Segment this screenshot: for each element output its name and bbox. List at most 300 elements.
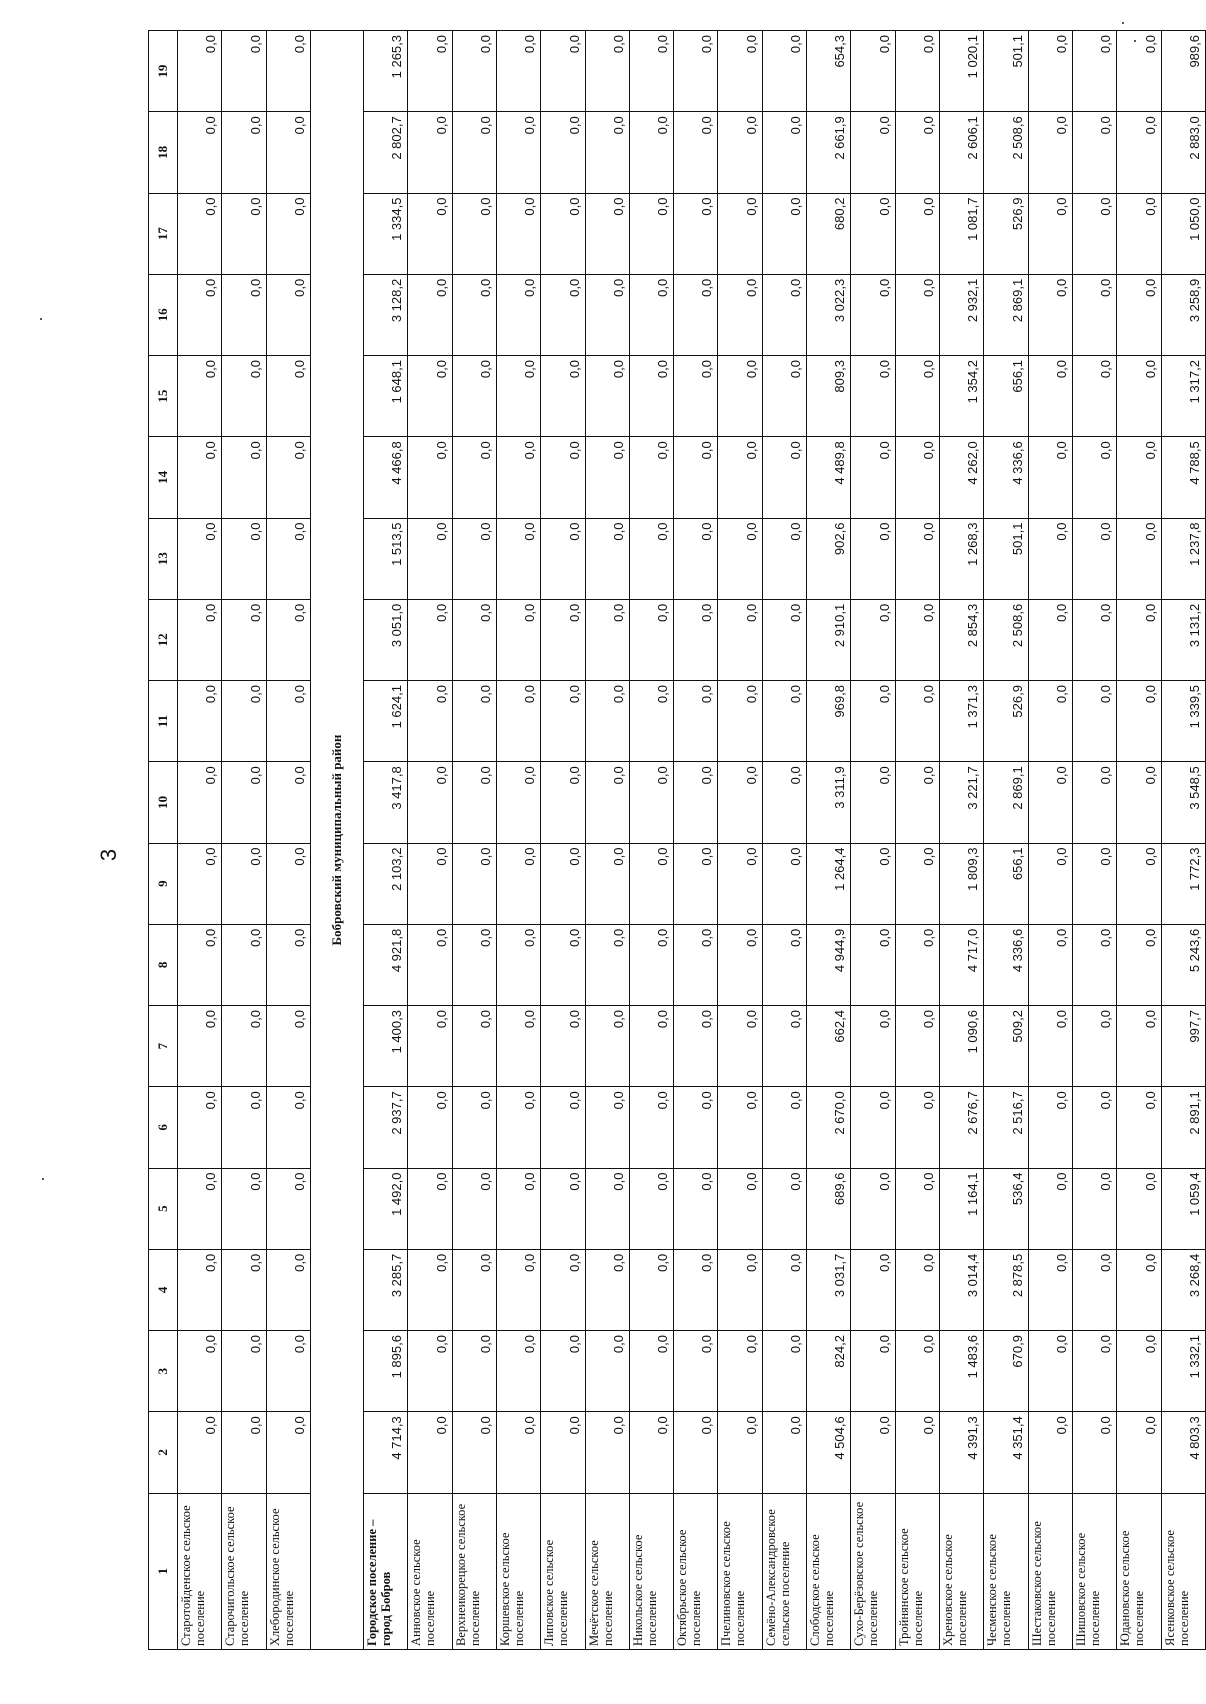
value-cell: 0,0	[266, 924, 310, 1005]
value-cell: 0,0	[178, 1331, 222, 1412]
value-cell: 0,0	[496, 924, 540, 1005]
value-cell: 0,0	[585, 1412, 629, 1493]
value-cell: 536,4	[984, 1168, 1028, 1249]
value-cell: 1 492,0	[363, 1168, 407, 1249]
value-cell: 2 670,0	[807, 1087, 851, 1168]
value-cell: 0,0	[585, 356, 629, 437]
value-cell: 0,0	[718, 356, 762, 437]
column-number: 7	[149, 1006, 178, 1087]
value-cell: 0,0	[585, 437, 629, 518]
value-cell: 509,2	[984, 1006, 1028, 1087]
value-cell: 0,0	[178, 31, 222, 112]
column-number: 19	[149, 31, 178, 112]
value-cell: 0,0	[762, 31, 806, 112]
value-cell: 0,0	[1072, 112, 1116, 193]
value-cell: 0,0	[408, 681, 452, 762]
value-cell: 0,0	[1072, 762, 1116, 843]
value-cell: 0,0	[629, 31, 673, 112]
value-cell: 0,0	[1117, 356, 1161, 437]
value-cell: 0,0	[851, 681, 895, 762]
value-cell: 0,0	[541, 356, 585, 437]
value-cell: 0,0	[1072, 1412, 1116, 1493]
value-cell: 1 772,3	[1161, 843, 1205, 924]
value-cell: 0,0	[674, 112, 718, 193]
value-cell: 0,0	[408, 31, 452, 112]
value-cell: 4 788,5	[1161, 437, 1205, 518]
value-cell: 0,0	[585, 1249, 629, 1330]
value-cell: 0,0	[452, 437, 496, 518]
value-cell: 0,0	[408, 356, 452, 437]
value-cell: 0,0	[496, 1249, 540, 1330]
value-cell: 0,0	[541, 437, 585, 518]
value-cell: 1 354,2	[940, 356, 984, 437]
value-cell: 0,0	[266, 274, 310, 355]
value-cell: 3 131,2	[1161, 599, 1205, 680]
value-cell: 1 268,3	[940, 518, 984, 599]
column-number-row	[149, 31, 178, 1650]
value-cell: 0,0	[178, 1168, 222, 1249]
value-cell: 0,0	[496, 356, 540, 437]
value-cell: 0,0	[762, 1331, 806, 1412]
value-cell: 1 513,5	[363, 518, 407, 599]
value-cell: 0,0	[1117, 681, 1161, 762]
value-cell: 0,0	[452, 356, 496, 437]
value-cell: 0,0	[1028, 274, 1072, 355]
value-cell: 0,0	[452, 843, 496, 924]
value-cell: 0,0	[452, 1087, 496, 1168]
value-cell: 0,0	[851, 274, 895, 355]
value-cell: 0,0	[762, 843, 806, 924]
value-cell: 0,0	[718, 762, 762, 843]
value-cell: 0,0	[1117, 1412, 1161, 1493]
value-cell: 0,0	[674, 193, 718, 274]
value-cell: 0,0	[1028, 681, 1072, 762]
value-cell: 0,0	[629, 924, 673, 1005]
value-cell: 0,0	[762, 112, 806, 193]
value-cell: 0,0	[541, 681, 585, 762]
value-cell: 2 891,1	[1161, 1087, 1205, 1168]
table-row	[496, 31, 540, 1650]
data-table	[148, 30, 1206, 1650]
value-cell: 0,0	[541, 518, 585, 599]
value-cell: 1 020,1	[940, 31, 984, 112]
value-cell: 989,6	[1161, 31, 1205, 112]
value-cell: 3 268,4	[1161, 1249, 1205, 1330]
value-cell: 1 265,3	[363, 31, 407, 112]
value-cell: 0,0	[408, 1087, 452, 1168]
value-cell: 656,1	[984, 843, 1028, 924]
value-cell: 0,0	[266, 1249, 310, 1330]
value-cell: 0,0	[266, 437, 310, 518]
value-cell: 0,0	[496, 1412, 540, 1493]
table-row	[1161, 31, 1205, 1650]
value-cell: 0,0	[851, 924, 895, 1005]
value-cell: 4 466,8	[363, 437, 407, 518]
table-row	[541, 31, 585, 1650]
value-cell: 0,0	[1028, 1331, 1072, 1412]
value-cell: 2 103,2	[363, 843, 407, 924]
value-cell: 0,0	[222, 924, 266, 1005]
value-cell: 0,0	[1028, 1249, 1072, 1330]
value-cell: 0,0	[496, 1331, 540, 1412]
value-cell: 0,0	[895, 112, 939, 193]
value-cell: 0,0	[1028, 843, 1072, 924]
value-cell: 969,8	[807, 681, 851, 762]
value-cell: 0,0	[1117, 599, 1161, 680]
value-cell: 526,9	[984, 193, 1028, 274]
column-number: 2	[149, 1412, 178, 1493]
value-cell: 1 081,7	[940, 193, 984, 274]
value-cell: 0,0	[452, 599, 496, 680]
value-cell: 0,0	[541, 762, 585, 843]
value-cell: 0,0	[1072, 31, 1116, 112]
value-cell: 0,0	[266, 1168, 310, 1249]
value-cell: 0,0	[851, 1331, 895, 1412]
value-cell: 0,0	[496, 193, 540, 274]
value-cell: 670,9	[984, 1331, 1028, 1412]
value-cell: 1 237,8	[1161, 518, 1205, 599]
table-row	[762, 31, 806, 1650]
value-cell: 0,0	[1028, 518, 1072, 599]
column-number: 18	[149, 112, 178, 193]
value-cell: 3 221,7	[940, 762, 984, 843]
value-cell: 4 336,6	[984, 924, 1028, 1005]
value-cell: 0,0	[895, 1168, 939, 1249]
value-cell: 0,0	[1028, 1087, 1072, 1168]
value-cell: 680,2	[807, 193, 851, 274]
value-cell: 0,0	[1072, 924, 1116, 1005]
value-cell: 526,9	[984, 681, 1028, 762]
value-cell: 0,0	[1072, 599, 1116, 680]
value-cell: 0,0	[222, 681, 266, 762]
value-cell: 0,0	[452, 1249, 496, 1330]
value-cell: 0,0	[222, 31, 266, 112]
value-cell: 997,7	[1161, 1006, 1205, 1087]
value-cell: 0,0	[674, 1168, 718, 1249]
value-cell: 0,0	[408, 1331, 452, 1412]
value-cell: 0,0	[222, 1249, 266, 1330]
value-cell: 0,0	[178, 599, 222, 680]
value-cell: 0,0	[762, 1006, 806, 1087]
value-cell: 0,0	[452, 518, 496, 599]
value-cell: 0,0	[851, 31, 895, 112]
column-number: 15	[149, 356, 178, 437]
value-cell: 0,0	[541, 599, 585, 680]
value-cell: 0,0	[266, 31, 310, 112]
value-cell: 3 128,2	[363, 274, 407, 355]
value-cell: 0,0	[718, 1006, 762, 1087]
value-cell: 0,0	[585, 31, 629, 112]
value-cell: 0,0	[895, 843, 939, 924]
value-cell: 1 648,1	[363, 356, 407, 437]
value-cell: 0,0	[895, 1249, 939, 1330]
value-cell: 3 285,7	[363, 1249, 407, 1330]
value-cell: 501,1	[984, 518, 1028, 599]
value-cell: 0,0	[895, 437, 939, 518]
scan-speck	[42, 1178, 44, 1180]
value-cell: 2 802,7	[363, 112, 407, 193]
value-cell: 0,0	[762, 1249, 806, 1330]
value-cell: 0,0	[585, 193, 629, 274]
value-cell: 0,0	[222, 1412, 266, 1493]
value-cell: 0,0	[1117, 437, 1161, 518]
value-cell: 0,0	[585, 681, 629, 762]
table-row	[718, 31, 762, 1650]
table-row	[408, 31, 452, 1650]
section-title: Бобровский муниципальный район	[310, 31, 363, 1650]
value-cell: 0,0	[895, 1006, 939, 1087]
value-cell: 0,0	[496, 437, 540, 518]
settlement-name: Городское поселение – город Бобров	[363, 1493, 407, 1649]
settlement-name: Старочигольское сельское поселение	[222, 1493, 266, 1649]
value-cell: 0,0	[1072, 356, 1116, 437]
value-cell: 0,0	[408, 924, 452, 1005]
value-cell: 1 371,3	[940, 681, 984, 762]
value-cell: 2 508,6	[984, 112, 1028, 193]
value-cell: 2 937,7	[363, 1087, 407, 1168]
value-cell: 0,0	[851, 193, 895, 274]
value-cell: 0,0	[266, 681, 310, 762]
value-cell: 0,0	[222, 599, 266, 680]
value-cell: 0,0	[1117, 274, 1161, 355]
value-cell: 0,0	[496, 599, 540, 680]
value-cell: 0,0	[408, 1249, 452, 1330]
value-cell: 0,0	[895, 924, 939, 1005]
value-cell: 0,0	[629, 518, 673, 599]
value-cell: 1 809,3	[940, 843, 984, 924]
value-cell: 0,0	[408, 518, 452, 599]
value-cell: 0,0	[585, 1168, 629, 1249]
value-cell: 1 317,2	[1161, 356, 1205, 437]
value-cell: 0,0	[1117, 518, 1161, 599]
value-cell: 0,0	[851, 1006, 895, 1087]
value-cell: 0,0	[674, 1006, 718, 1087]
column-number: 10	[149, 762, 178, 843]
table-row	[807, 31, 851, 1650]
value-cell: 4 336,6	[984, 437, 1028, 518]
value-cell: 0,0	[718, 681, 762, 762]
value-cell: 0,0	[222, 1087, 266, 1168]
value-cell: 1 050,0	[1161, 193, 1205, 274]
value-cell: 0,0	[851, 112, 895, 193]
value-cell: 0,0	[541, 1006, 585, 1087]
settlement-name: Чесменское сельское поселение	[984, 1493, 1028, 1649]
value-cell: 0,0	[629, 599, 673, 680]
value-cell: 0,0	[452, 1168, 496, 1249]
value-cell: 0,0	[408, 274, 452, 355]
column-number: 14	[149, 437, 178, 518]
value-cell: 0,0	[1028, 31, 1072, 112]
value-cell: 0,0	[1117, 1331, 1161, 1412]
value-cell: 0,0	[851, 762, 895, 843]
value-cell: 0,0	[585, 924, 629, 1005]
value-cell: 4 944,9	[807, 924, 851, 1005]
value-cell: 0,0	[851, 1412, 895, 1493]
value-cell: 0,0	[1072, 437, 1116, 518]
value-cell: 0,0	[851, 437, 895, 518]
value-cell: 0,0	[266, 762, 310, 843]
value-cell: 0,0	[718, 843, 762, 924]
value-cell: 824,2	[807, 1331, 851, 1412]
value-cell: 0,0	[541, 1412, 585, 1493]
value-cell: 0,0	[851, 518, 895, 599]
value-cell: 0,0	[1117, 1249, 1161, 1330]
value-cell: 0,0	[1028, 1006, 1072, 1087]
value-cell: 2 516,7	[984, 1087, 1028, 1168]
value-cell: 1 059,4	[1161, 1168, 1205, 1249]
value-cell: 0,0	[629, 1168, 673, 1249]
scan-speck	[40, 318, 42, 320]
value-cell: 0,0	[629, 762, 673, 843]
value-cell: 0,0	[585, 1006, 629, 1087]
page-number: 3	[96, 848, 121, 862]
value-cell: 0,0	[1028, 1412, 1072, 1493]
value-cell: 0,0	[674, 274, 718, 355]
value-cell: 3 031,7	[807, 1249, 851, 1330]
value-cell: 1 164,1	[940, 1168, 984, 1249]
value-cell: 1 332,1	[1161, 1331, 1205, 1412]
value-cell: 0,0	[895, 518, 939, 599]
value-cell: 0,0	[629, 193, 673, 274]
value-cell: 0,0	[408, 843, 452, 924]
value-cell: 0,0	[541, 1087, 585, 1168]
value-cell: 0,0	[222, 193, 266, 274]
value-cell: 0,0	[718, 518, 762, 599]
value-cell: 0,0	[1117, 193, 1161, 274]
value-cell: 0,0	[629, 1006, 673, 1087]
value-cell: 2 869,1	[984, 762, 1028, 843]
value-cell: 1 339,5	[1161, 681, 1205, 762]
value-cell: 0,0	[674, 1412, 718, 1493]
value-cell: 0,0	[585, 762, 629, 843]
value-cell: 0,0	[718, 1249, 762, 1330]
value-cell: 0,0	[1072, 843, 1116, 924]
value-cell: 0,0	[408, 437, 452, 518]
value-cell: 0,0	[496, 518, 540, 599]
settlement-name: Коршевское сельское поселение	[496, 1493, 540, 1649]
value-cell: 0,0	[541, 843, 585, 924]
value-cell: 0,0	[266, 1331, 310, 1412]
value-cell: 0,0	[222, 762, 266, 843]
value-cell: 0,0	[408, 1006, 452, 1087]
value-cell: 0,0	[178, 193, 222, 274]
column-number: 16	[149, 274, 178, 355]
value-cell: 0,0	[222, 1006, 266, 1087]
value-cell: 0,0	[762, 1168, 806, 1249]
value-cell: 4 717,0	[940, 924, 984, 1005]
value-cell: 0,0	[718, 599, 762, 680]
value-cell: 2 869,1	[984, 274, 1028, 355]
value-cell: 0,0	[1028, 599, 1072, 680]
value-cell: 0,0	[178, 762, 222, 843]
settlement-name: Липовское сельское поселение	[541, 1493, 585, 1649]
value-cell: 0,0	[1072, 193, 1116, 274]
value-cell: 0,0	[762, 599, 806, 680]
value-cell: 0,0	[718, 1331, 762, 1412]
value-cell: 0,0	[222, 1331, 266, 1412]
value-cell: 0,0	[1117, 843, 1161, 924]
value-cell: 0,0	[629, 112, 673, 193]
value-cell: 0,0	[496, 1006, 540, 1087]
column-number: 4	[149, 1249, 178, 1330]
value-cell: 0,0	[496, 274, 540, 355]
column-number: 6	[149, 1087, 178, 1168]
table-row	[895, 31, 939, 1650]
column-number: 12	[149, 599, 178, 680]
value-cell: 0,0	[222, 437, 266, 518]
value-cell: 0,0	[452, 924, 496, 1005]
value-cell: 0,0	[222, 518, 266, 599]
value-cell: 1 090,6	[940, 1006, 984, 1087]
value-cell: 0,0	[178, 1249, 222, 1330]
value-cell: 0,0	[408, 762, 452, 843]
value-cell: 0,0	[266, 599, 310, 680]
value-cell: 0,0	[452, 112, 496, 193]
settlement-name: Ясенковское сельское поселение	[1161, 1493, 1205, 1649]
value-cell: 0,0	[496, 762, 540, 843]
value-cell: 0,0	[895, 1412, 939, 1493]
value-cell: 0,0	[452, 1331, 496, 1412]
settlement-name: Хреновское сельское поселение	[940, 1493, 984, 1649]
value-cell: 0,0	[718, 1412, 762, 1493]
value-cell: 0,0	[762, 681, 806, 762]
value-cell: 0,0	[266, 518, 310, 599]
value-cell: 0,0	[1072, 681, 1116, 762]
value-cell: 0,0	[1117, 762, 1161, 843]
value-cell: 4 714,3	[363, 1412, 407, 1493]
value-cell: 0,0	[851, 1087, 895, 1168]
value-cell: 0,0	[674, 762, 718, 843]
value-cell: 1 334,5	[363, 193, 407, 274]
value-cell: 3 417,8	[363, 762, 407, 843]
value-cell: 0,0	[452, 31, 496, 112]
value-cell: 0,0	[408, 112, 452, 193]
value-cell: 0,0	[1072, 518, 1116, 599]
rotated-table-container	[148, 30, 1206, 1650]
value-cell: 662,4	[807, 1006, 851, 1087]
value-cell: 0,0	[629, 356, 673, 437]
value-cell: 0,0	[452, 193, 496, 274]
value-cell: 0,0	[541, 31, 585, 112]
value-cell: 0,0	[718, 112, 762, 193]
value-cell: 0,0	[895, 599, 939, 680]
value-cell: 1 400,3	[363, 1006, 407, 1087]
value-cell: 0,0	[674, 681, 718, 762]
value-cell: 0,0	[718, 1087, 762, 1168]
value-cell: 0,0	[762, 1412, 806, 1493]
value-cell: 0,0	[851, 843, 895, 924]
value-cell: 4 489,8	[807, 437, 851, 518]
data-table-body	[149, 31, 1206, 1650]
value-cell: 0,0	[222, 356, 266, 437]
value-cell: 0,0	[585, 518, 629, 599]
settlement-name: Мечётское сельское поселение	[585, 1493, 629, 1649]
value-cell: 0,0	[496, 1168, 540, 1249]
value-cell: 2 883,0	[1161, 112, 1205, 193]
value-cell: 1 895,6	[363, 1331, 407, 1412]
settlement-name: Анновское сельское поселение	[408, 1493, 452, 1649]
value-cell: 0,0	[585, 599, 629, 680]
value-cell: 0,0	[895, 193, 939, 274]
value-cell: 0,0	[541, 112, 585, 193]
value-cell: 0,0	[178, 1006, 222, 1087]
value-cell: 2 932,1	[940, 274, 984, 355]
value-cell: 4 262,0	[940, 437, 984, 518]
value-cell: 0,0	[674, 1249, 718, 1330]
table-row	[984, 31, 1028, 1650]
value-cell: 0,0	[674, 1087, 718, 1168]
value-cell: 0,0	[1117, 112, 1161, 193]
